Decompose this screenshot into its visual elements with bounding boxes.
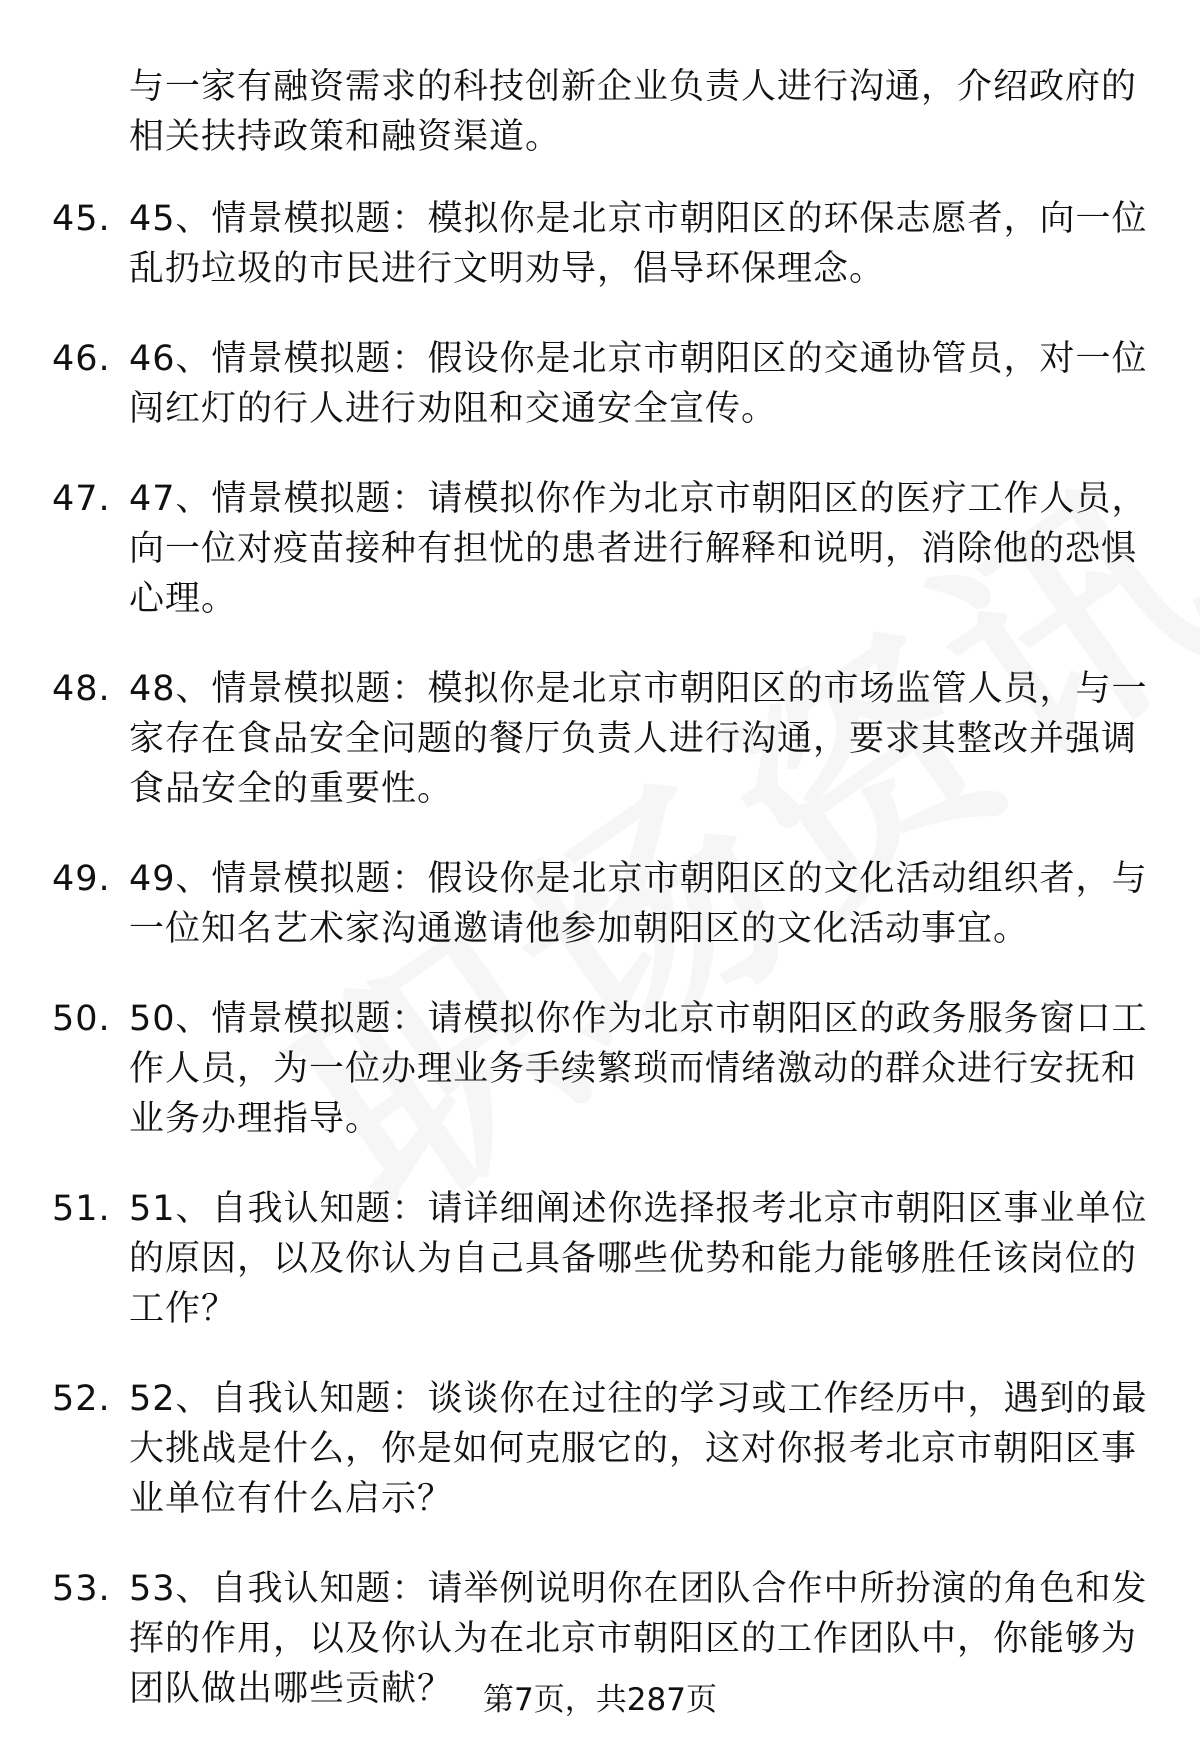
question-number: 53.: [52, 1569, 111, 1609]
question-number: 48.: [52, 669, 111, 709]
question-number: 52.: [52, 1379, 111, 1419]
question-number: 45.: [52, 199, 111, 239]
question-number: 49.: [52, 859, 111, 899]
question-item: [0, 1184, 1200, 1334]
question-text: 48、情景模拟题：模拟你是北京市朝阳区的市场监管人员，与一家存在食品安全问题的餐厅负责人进行沟通，要求其整改并强调食品安全的重要性。: [129, 669, 1148, 809]
question-item: [0, 994, 1200, 1144]
question-number: 46.: [52, 339, 111, 379]
question-text: 51、自我认知题：请详细阐述你选择报考北京市朝阳区事业单位的原因，以及你认为自己具备哪些优势和能力能够胜任该岗位的工作？: [129, 1189, 1148, 1329]
page-footer: 第7页，共287页: [483, 1682, 717, 1718]
question-item: [0, 664, 1200, 814]
question-text: 46、情景模拟题：假设你是北京市朝阳区的交通协管员，对一位闯红灯的行人进行劝阻和交通安全宣传。: [129, 339, 1148, 429]
question-item: [0, 1374, 1200, 1524]
continued-question-text: 与一家有融资需求的科技创新企业负责人进行沟通，介绍政府的相关扶持政策和融资渠道。: [129, 67, 1138, 157]
question-item: [0, 854, 1200, 954]
question-item: [0, 334, 1200, 434]
question-item: [0, 194, 1200, 294]
question-number: 51.: [52, 1189, 111, 1229]
question-text: 50、情景模拟题：请模拟你作为北京市朝阳区的政务服务窗口工作人员，为一位办理业务手续繁琐而情绪激动的群众进行安抚和业务办理指导。: [129, 999, 1148, 1139]
question-text: 52、自我认知题：谈谈你在过往的学习或工作经历中，遇到的最大挑战是什么，你是如何克服它的，这对你报考北京市朝阳区事业单位有什么启示？: [129, 1379, 1148, 1519]
question-text: 49、情景模拟题：假设你是北京市朝阳区的文化活动组织者，与一位知名艺术家沟通邀请他参加朝阳区的文化活动事宜。: [129, 859, 1148, 949]
question-text: 45、情景模拟题：模拟你是北京市朝阳区的环保志愿者，向一位乱扔垃圾的市民进行文明劝导，倡导环保理念。: [129, 199, 1148, 289]
question-item: [0, 474, 1200, 624]
question-text: 53、自我认知题：请举例说明你在团队合作中所扮演的角色和发挥的作用，以及你认为在北京市朝阳区的工作团队中，你能够为团队做出哪些贡献？: [129, 1569, 1148, 1709]
question-list: [0, 194, 1200, 1754]
question-text: 47、情景模拟题：请模拟你作为北京市朝阳区的医疗工作人员，向一位对疫苗接种有担忧的患者进行解释和说明，消除他的恐惧心理。: [129, 479, 1148, 619]
question-number: 47.: [52, 479, 111, 519]
question-number: 50.: [52, 999, 111, 1039]
